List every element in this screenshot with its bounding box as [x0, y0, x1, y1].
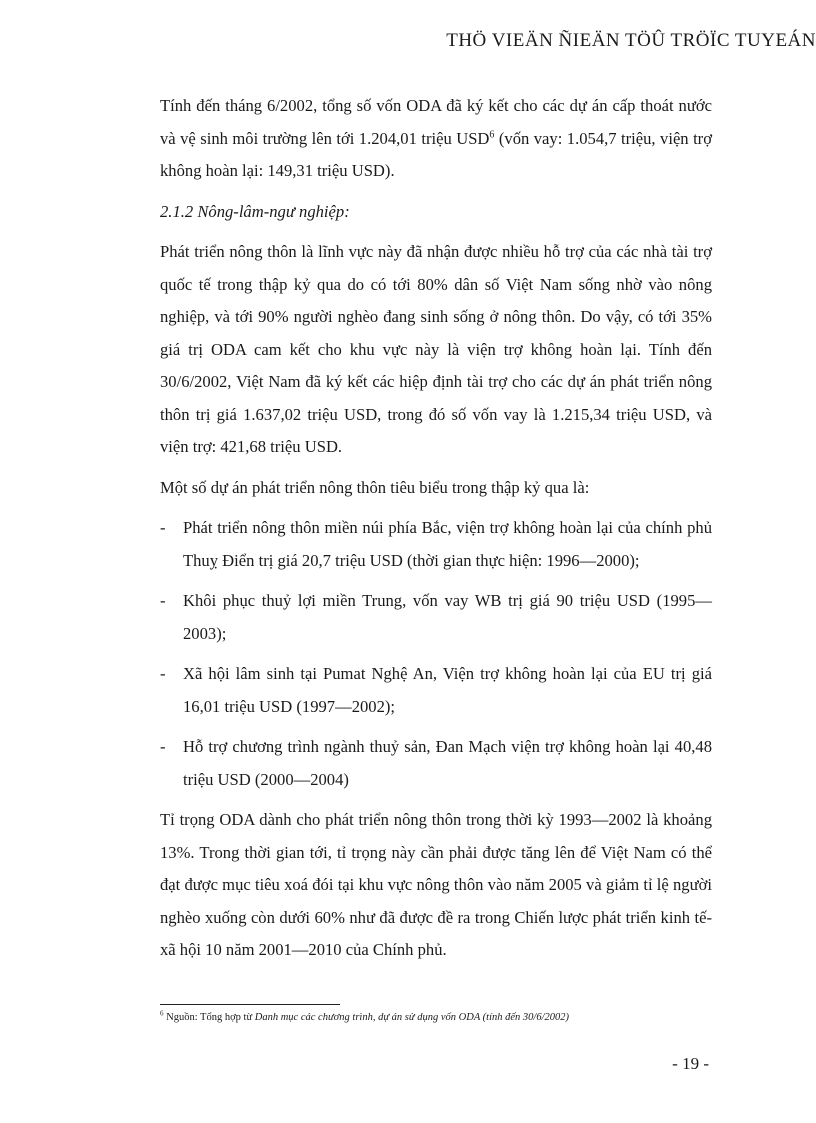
running-header: THÖ VIEÄN ÑIEÄN TÖÛ TRÖÏC TUYEÁN: [446, 30, 816, 51]
footnote: [160, 1009, 569, 1023]
list-item-text: Khôi phục thuỷ lợi miền Trung, vốn vay WB trị giá 90 triệu USD (1995—2003);: [183, 591, 712, 643]
list-item: [160, 585, 712, 650]
list-item-text: Phát triển nông thôn miền núi phía Bắc, viện trợ không hoàn lại của chính phủ Thuỵ Điển trị giá 20,7 triệu USD (thời gian thực hiện: 1996—2000);: [183, 518, 712, 570]
list-item-text: Xã hội lâm sinh tại Pumat Nghệ An, Viện trợ không hoàn lại của EU trị giá 16,01 triệu USD (1997—2002);: [183, 664, 712, 716]
bullet-dash: -: [160, 664, 166, 683]
footnote-source-title: Danh mục các chương trình, dự án sử dụng vốn ODA (tính đến 30/6/2002): [254, 1012, 569, 1023]
bullet-dash: -: [160, 518, 166, 537]
section-heading: 2.1.2 Nông-lâm-ngư nghiệp:: [160, 201, 350, 221]
list-item-text: Hỗ trợ chương trình ngành thuỷ sản, Đan Mạch viện trợ không hoàn lại 40,48 triệu USD (2000—2004): [183, 737, 712, 789]
footnote-reference[interactable]: 6: [489, 128, 495, 140]
footnote-number: 6: [160, 1009, 164, 1018]
bullet-dash: -: [160, 591, 166, 610]
project-list: [160, 512, 712, 796]
paragraph-text: Tính đến tháng 6/2002, tổng số vốn ODA đã ký kết cho các dự án cấp thoát nước và vệ sinh môi trường lên tới 1.204,01 triệu USD: [160, 96, 712, 148]
paragraph-water-sanitation: [160, 90, 712, 188]
paragraph-list-intro: Một số dự án phát triển nông thôn tiêu biểu trong thập kỷ qua là:: [160, 477, 590, 497]
footnote-prefix: Nguồn: Tổng hợp từ: [163, 1012, 255, 1023]
list-item: [160, 658, 712, 723]
paragraph-rural-development: Phát triển nông thôn là lĩnh vực này đã nhận được nhiều hỗ trợ của các nhà tài trợ quốc tế trong thập kỷ qua do có tới 80% dân số Việt Nam sống nhờ vào nông nghiệp, và tới 90% người nghèo đang sinh sống ở nông thôn. Do vậy, có tới 35% giá trị ODA cam kết cho khu vực này là viện trợ không hoàn lại. Tính đến 30/6/2002, Việt Nam đã ký kết các hiệp định tài trợ cho các dự án phát triển nông thôn trị giá 1.637,02 triệu USD, trong đó số vốn vay là 1.215,34 triệu USD, và viện trợ: 421,68 triệu USD.: [160, 242, 712, 456]
list-item: [160, 731, 712, 796]
bullet-dash: -: [160, 737, 166, 756]
paragraph-oda-share: Tỉ trọng ODA dành cho phát triển nông thôn trong thời kỳ 1993—2002 là khoảng 13%. Trong thời gian tới, tỉ trọng này cần phải được tăng lên để Việt Nam có thể đạt được mục tiêu xoá đói tại khu vực nông thôn vào năm 2005 và giảm tỉ lệ người nghèo xuống còn dưới 60% như đã được đề ra trong Chiến lược phát triển kinh tế-xã hội 10 năm 2001—2010 của Chính phủ.: [160, 810, 712, 959]
page-number: - 19 -: [672, 1054, 709, 1073]
footnote-divider: [160, 1004, 340, 1005]
list-item: [160, 512, 712, 577]
page-body: [160, 90, 712, 975]
paragraph-text: (vốn vay: 1.054,7 triệu, viện trợ không hoàn lại: 149,31 triệu USD).: [160, 128, 712, 180]
